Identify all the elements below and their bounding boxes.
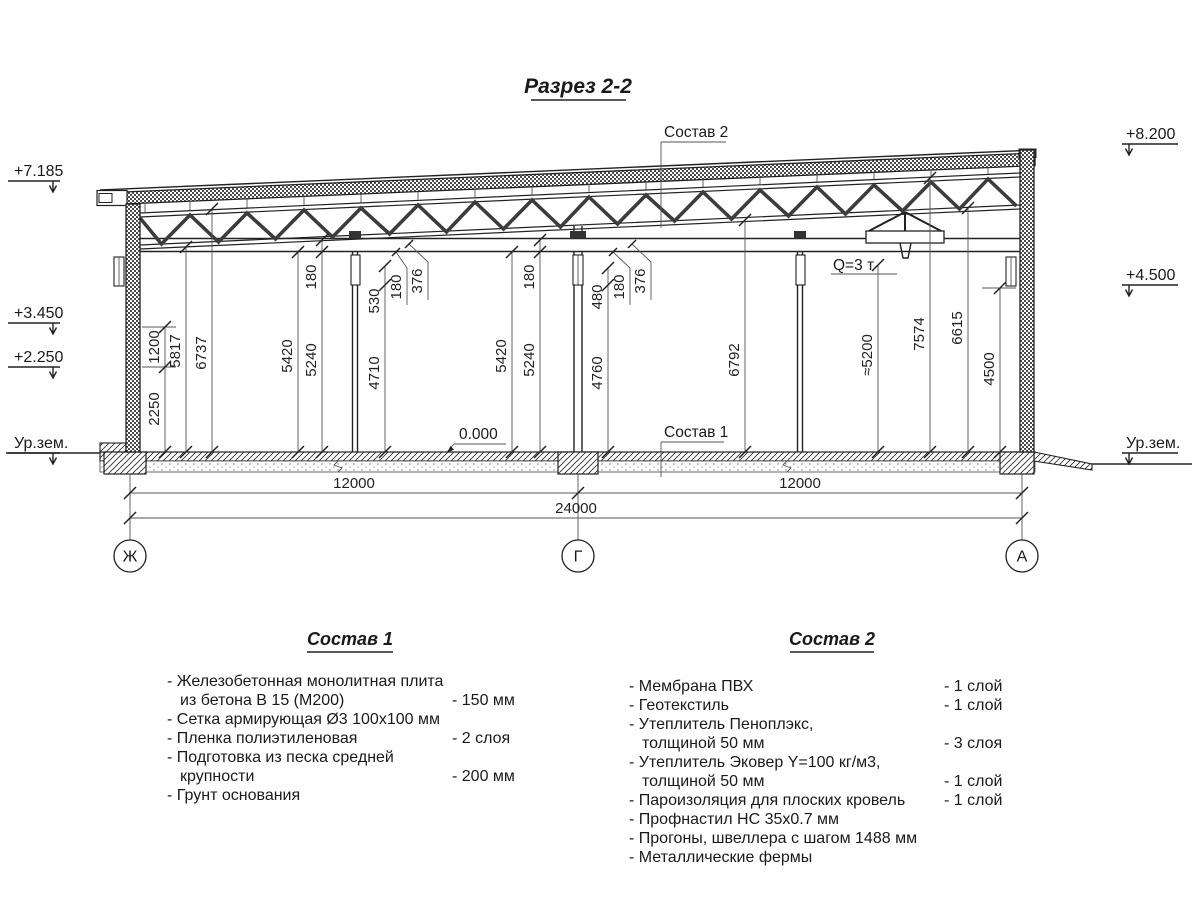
dim-value: 12000 <box>333 475 375 492</box>
dim-7574 <box>911 172 936 458</box>
axis-bubble-a <box>1006 540 1038 572</box>
elevation-arrow <box>8 181 60 192</box>
elevation-value: +8.200 <box>1126 126 1176 143</box>
roof-edge-insert <box>99 194 112 203</box>
list-item: - Прогоны, швеллера с шагом 1488 мм <box>629 830 918 847</box>
list-item: - Пленка полиэтиленовая <box>167 730 358 747</box>
dim-value: 2250 <box>146 392 163 426</box>
foundation-pad-middle <box>558 452 598 474</box>
list-item: крупности <box>180 768 255 785</box>
dim-4500 <box>981 282 1016 458</box>
apron-right <box>1034 452 1092 470</box>
page-title: Разрез 2-2 <box>524 75 632 98</box>
axis-label: А <box>1016 548 1028 566</box>
list-value: - 150 мм <box>452 692 515 709</box>
elevation-arrow <box>8 367 60 378</box>
dim-value: 180 <box>303 264 320 290</box>
column-G-bearing-plate <box>570 231 586 239</box>
dim-leader-180-mid <box>609 248 630 305</box>
dim-value: 7574 <box>911 317 928 351</box>
floor-slab <box>6 443 1192 474</box>
dim-value: ≈5200 <box>859 334 876 376</box>
elevation-mark <box>8 435 68 464</box>
dim-value: 180 <box>611 274 628 300</box>
elevation-mark <box>1122 126 1178 155</box>
bottom-dimensions <box>114 474 1038 572</box>
elevation-mark <box>1122 267 1178 296</box>
footing-step-left <box>100 443 126 452</box>
elevation-mark <box>1122 435 1180 464</box>
list-value: - 2 слоя <box>452 730 511 747</box>
dim-value: 4500 <box>981 352 998 386</box>
elevation-mark <box>8 349 63 378</box>
dim-value: 6792 <box>726 343 743 377</box>
wall-left <box>126 204 140 452</box>
dim-5817 <box>167 241 192 458</box>
list-item: толщиной 50 мм <box>642 735 765 752</box>
post-right-cap <box>794 231 806 239</box>
dim-value: 24000 <box>555 500 597 517</box>
composition2-title: Состав 2 <box>789 629 875 649</box>
callout-zero-level <box>447 426 506 453</box>
elevation-arrow <box>8 323 60 334</box>
dim-value: 180 <box>388 274 405 300</box>
dim-value: 6737 <box>193 336 210 370</box>
dim-value: 5817 <box>167 334 184 368</box>
dim-value: 5240 <box>303 343 320 377</box>
dim-leader-180-left <box>388 248 407 305</box>
post-right-bracket <box>796 255 805 285</box>
list-item: - Утеплитель Пеноплэкс, <box>629 716 814 733</box>
dim-value: 6615 <box>949 311 966 345</box>
list-value: - 200 мм <box>452 768 515 785</box>
list-item: - Мембрана ПВХ <box>629 678 754 695</box>
dim-value: 12000 <box>779 475 821 492</box>
dim-value: 480 <box>589 284 606 310</box>
elevation-value: Ур.зем. <box>1126 435 1181 452</box>
dim-180-5240-mid <box>521 234 546 458</box>
composition2-block <box>629 629 1002 866</box>
dim-5420-left <box>279 246 304 458</box>
wall-right <box>1020 150 1034 452</box>
list-value: - 1 слой <box>944 792 1003 809</box>
elevation-marks-right <box>1122 126 1180 464</box>
list-item: из бетона В 15 (М200) <box>180 692 345 709</box>
axis-label: Г <box>573 548 583 566</box>
list-value: - 1 слой <box>944 678 1003 695</box>
elevation-mark <box>8 305 63 334</box>
elevation-arrow <box>1122 144 1178 155</box>
elevation-marks-left <box>8 163 68 464</box>
list-item: - Пароизоляция для плоских кровель <box>629 792 906 809</box>
elevation-arrow <box>8 453 60 464</box>
dim-value: 530 <box>366 288 383 314</box>
dim-value: 1200 <box>146 330 163 364</box>
foundation-pad-left <box>104 452 146 474</box>
list-item: - Геотекстиль <box>629 697 729 714</box>
axis-label: Ж <box>122 548 138 566</box>
dim-value: 376 <box>632 268 649 294</box>
dim-value: 180 <box>521 264 538 290</box>
elevation-mark <box>8 163 63 192</box>
post-left-cap <box>349 231 361 239</box>
callout-label: 0.000 <box>459 426 498 443</box>
dim-value: 5240 <box>521 343 538 377</box>
hoist-beam <box>866 231 944 243</box>
foundation-pad-right <box>1000 452 1034 474</box>
dim-value: 4760 <box>589 356 606 390</box>
list-item: - Металлические фермы <box>629 849 813 866</box>
elevation-value: +2.250 <box>14 349 64 366</box>
callout-label: Состав 1 <box>664 424 729 441</box>
list-item: - Утеплитель Эковер Y=100 кг/м3, <box>629 754 881 771</box>
crane-capacity-label: Q=3 т <box>833 257 875 274</box>
list-item: - Сетка армирующая Ø3 100х100 мм <box>167 711 440 728</box>
list-item: - Подготовка из песка средней <box>167 749 394 766</box>
dim-180-5240-left <box>303 234 328 458</box>
axis-bubble-zh <box>114 540 146 572</box>
elevation-arrow <box>1122 285 1178 296</box>
list-item: - Железобетонная монолитная плита <box>167 673 444 690</box>
composition1-title: Состав 1 <box>307 629 393 649</box>
callout-label: Состав 2 <box>664 124 729 141</box>
elevation-value: +3.450 <box>14 305 64 322</box>
list-value: - 1 слой <box>944 697 1003 714</box>
dim-value: 376 <box>409 268 426 294</box>
composition1-block <box>167 629 515 804</box>
dim-5200 <box>859 259 884 458</box>
dim-value: 5420 <box>279 339 296 373</box>
dim-value: 5420 <box>493 339 510 373</box>
list-item: - Грунт основания <box>167 787 301 804</box>
elevation-value: +7.185 <box>14 163 64 180</box>
elevation-arrow <box>1122 453 1178 464</box>
elevation-value: +4.500 <box>1126 267 1176 284</box>
dim-value: 4710 <box>366 356 383 390</box>
post-left-bracket <box>351 255 360 285</box>
axis-bubble-g <box>562 540 594 572</box>
list-value: - 3 слоя <box>944 735 1003 752</box>
list-value: - 1 слой <box>944 773 1003 790</box>
list-item: толщиной 50 мм <box>642 773 765 790</box>
drawing-title <box>524 75 632 100</box>
list-item: - Профнастил НС 35х0.7 мм <box>629 811 840 828</box>
columns <box>349 226 806 452</box>
elevation-value: Ур.зем. <box>14 435 69 452</box>
